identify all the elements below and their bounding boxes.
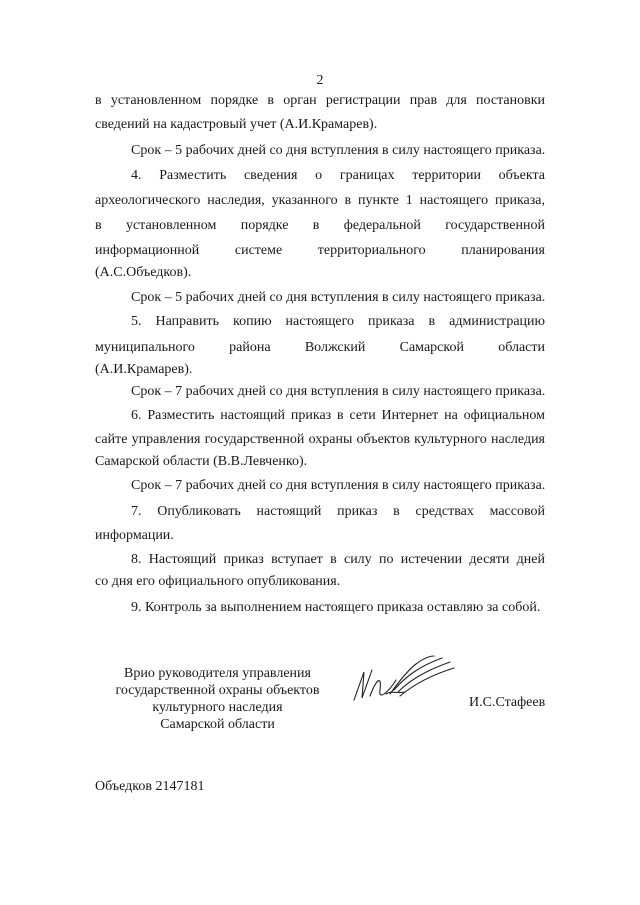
signer-name: И.С.Стафеев bbox=[469, 695, 546, 710]
text-line: 4. Разместить сведения о границах территории объекта bbox=[131, 168, 545, 183]
page-number: 2 bbox=[316, 73, 324, 88]
text-line: со дня его официального опубликования. bbox=[95, 574, 341, 589]
text-line: Срок – 5 рабочих дней со дня вступления в силу настоящего приказа. bbox=[131, 290, 546, 305]
text-line: информации. bbox=[95, 528, 174, 543]
text-line: 8. Настоящий приказ вступает в силу по истечении десяти дней bbox=[131, 552, 545, 567]
text-line: 5. Направить копию настоящего приказа в администрацию bbox=[131, 314, 545, 329]
signature-title-line: Самарской области bbox=[160, 717, 275, 732]
text-line: в установленном порядке в орган регистрации прав для постановки bbox=[95, 93, 545, 108]
text-line: сведений на кадастровый учет (А.И.Крамарев). bbox=[95, 117, 378, 132]
text-line: 6. Разместить настоящий приказ в сети Интернет на официальном bbox=[131, 408, 545, 423]
text-line: археологического наследия, указанного в пункте 1 настоящего приказа, bbox=[95, 193, 545, 208]
text-line: информационной системе территориального планирования bbox=[95, 243, 545, 258]
executor-contact: Объедков 2147181 bbox=[95, 779, 205, 794]
text-line: 9. Контроль за выполнением настоящего приказа оставляю за собой. bbox=[131, 600, 541, 615]
text-line: Срок – 7 рабочих дней со дня вступления в силу настоящего приказа. bbox=[131, 478, 546, 493]
text-line: муниципального района Волжский Самарской области bbox=[95, 340, 545, 355]
signature-title-line: культурного наследия bbox=[152, 700, 283, 715]
text-line: в установленном порядке в федеральной государственной bbox=[95, 218, 545, 233]
text-line: 7. Опубликовать настоящий приказ в средствах массовой bbox=[131, 504, 545, 519]
signature-title-line: Врио руководителя управления bbox=[124, 666, 311, 681]
text-line: Самарской области (В.В.Левченко). bbox=[95, 454, 308, 469]
text-line: (А.С.Объедков). bbox=[95, 265, 192, 280]
text-line: (А.И.Крамарев). bbox=[95, 362, 193, 377]
text-line: сайте управления государственной охраны объектов культурного наследия bbox=[95, 432, 545, 447]
handwritten-signature bbox=[350, 650, 460, 715]
text-line: Срок – 5 рабочих дней со дня вступления в силу настоящего приказа. bbox=[131, 143, 546, 158]
signature-title-line: государственной охраны объектов bbox=[115, 683, 320, 698]
text-line: Срок – 7 рабочих дней со дня вступления в силу настоящего приказа. bbox=[131, 384, 546, 399]
